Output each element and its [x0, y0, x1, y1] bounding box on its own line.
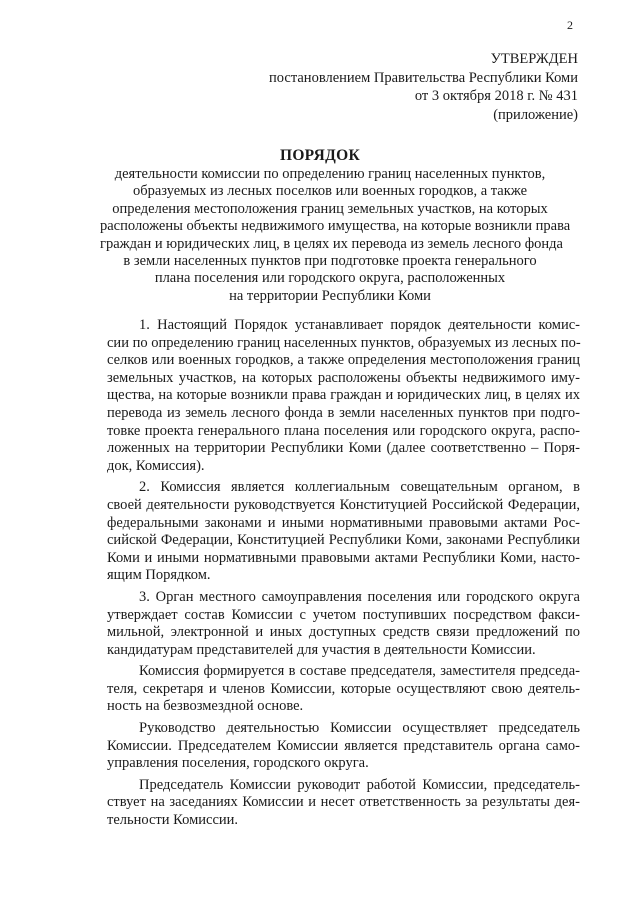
paragraph-line: Комиссия формируется в составе председателя, заместителя председа- — [139, 663, 580, 680]
paragraph-line: сии по определению границ населенных пунктов, образуемых из лесных по- — [107, 334, 581, 351]
subtitle-line: на территории Республики Коми — [229, 287, 431, 304]
document-subtitle — [100, 166, 571, 305]
paragraph-line: ствует на заседаниях Комиссии и несет ответственность за результаты дея- — [107, 794, 580, 811]
paragraph-line: Комиссии. Председателем Комиссии является представитель органа само- — [107, 737, 580, 754]
paragraph — [107, 589, 580, 659]
paragraph-line: управления поселения, городского округа. — [107, 755, 369, 772]
subtitle-line: граждан и юридических лиц, в целях их перевода из земель лесного фонда — [100, 235, 563, 252]
subtitle-line: образуемых из лесных поселков или военных городков, а также — [132, 183, 528, 200]
subtitle-line: деятельности комиссии по определению границ населенных пунктов, — [114, 166, 546, 182]
paragraph-line: ложенных на территории Республики Коми (далее соответственно – Поря- — [107, 440, 580, 457]
paragraph-line: кандидатурам представителей для участия в деятельности Комиссии. — [107, 641, 536, 658]
document-body — [107, 317, 580, 834]
paragraph-line: товке проекта генерального плана поселения или городского округа, распо- — [107, 422, 580, 439]
approval-line: УТВЕРЖДЕН — [490, 51, 578, 67]
page-number: 2 — [567, 18, 573, 32]
approval-stamp — [269, 50, 578, 124]
paragraph-line: своей деятельности руководствуется Конституцией Российской Федерации, — [107, 496, 580, 513]
paragraph — [107, 777, 580, 830]
paragraph-line: щества, на которые возникли права граждан и юридических лиц, в целях их — [107, 387, 580, 404]
paragraph-line: ящим Порядком. — [107, 567, 211, 584]
paragraph — [107, 479, 580, 585]
paragraph — [107, 720, 580, 773]
paragraph-line: Коми и иными нормативными правовыми актами Республики Коми, насто- — [107, 549, 580, 566]
paragraph-line: 2. Комиссия является коллегиальным совещательным органом, в — [139, 479, 580, 496]
paragraph-line: док, Комиссия). — [107, 457, 205, 474]
paragraph-line: тельности Комиссии. — [107, 812, 239, 829]
paragraph-line: мильной, электронной и иных доступных средств связи предложений по — [107, 624, 580, 641]
subtitle-line: плана поселения или городского округа, расположенных — [154, 270, 506, 287]
paragraph-line: 3. Орган местного самоуправления поселения или городского округа — [139, 588, 580, 605]
paragraph-line: 1. Настоящий Порядок устанавливает порядок деятельности комис- — [139, 317, 580, 333]
paragraph — [107, 663, 580, 716]
paragraph-line: Председатель Комиссии руководит работой Комиссии, председатель- — [139, 776, 580, 793]
paragraph-line: теля, секретаря и членов Комиссии, которые осуществляют свою деятель- — [107, 680, 580, 697]
paragraph-line: Руководство деятельностью Комиссии осуществляет председатель — [139, 720, 580, 737]
subtitle-line: расположены объекты недвижимого имущества, на которые возникли права — [100, 218, 571, 235]
paragraph-line: утверждает состав Комиссии с учетом поступивших посредством факси- — [107, 606, 580, 623]
paragraph-line: федеральными законами и иными нормативными правовыми актами Рос- — [107, 514, 580, 531]
approval-line: (приложение) — [493, 106, 578, 123]
paragraph-line: земельных участков, на которых расположены объекты недвижимого иму- — [107, 369, 580, 386]
approval-line: от 3 октября 2018 г. № 431 — [414, 88, 578, 104]
paragraph-line: селков или военных городков, а также определения местоположения границ — [107, 352, 580, 369]
paragraph-line: перевода из земель лесного фонда в земли населенных пунктов при подго- — [107, 404, 580, 421]
document-title: ПОРЯДОК — [279, 147, 361, 164]
paragraph — [107, 317, 580, 475]
paragraph-line: ность на безвозмездной основе. — [107, 698, 304, 715]
paragraph-line: сийской Федерации, Конституцией Республики Коми, законами Республики — [107, 532, 580, 549]
subtitle-line: в земли населенных пунктов при подготовке проекта генерального — [123, 253, 537, 270]
subtitle-line: определения местоположения границ земельных участков, на которых — [112, 200, 548, 217]
approval-line: постановлением Правительства Республики Коми — [269, 69, 578, 86]
